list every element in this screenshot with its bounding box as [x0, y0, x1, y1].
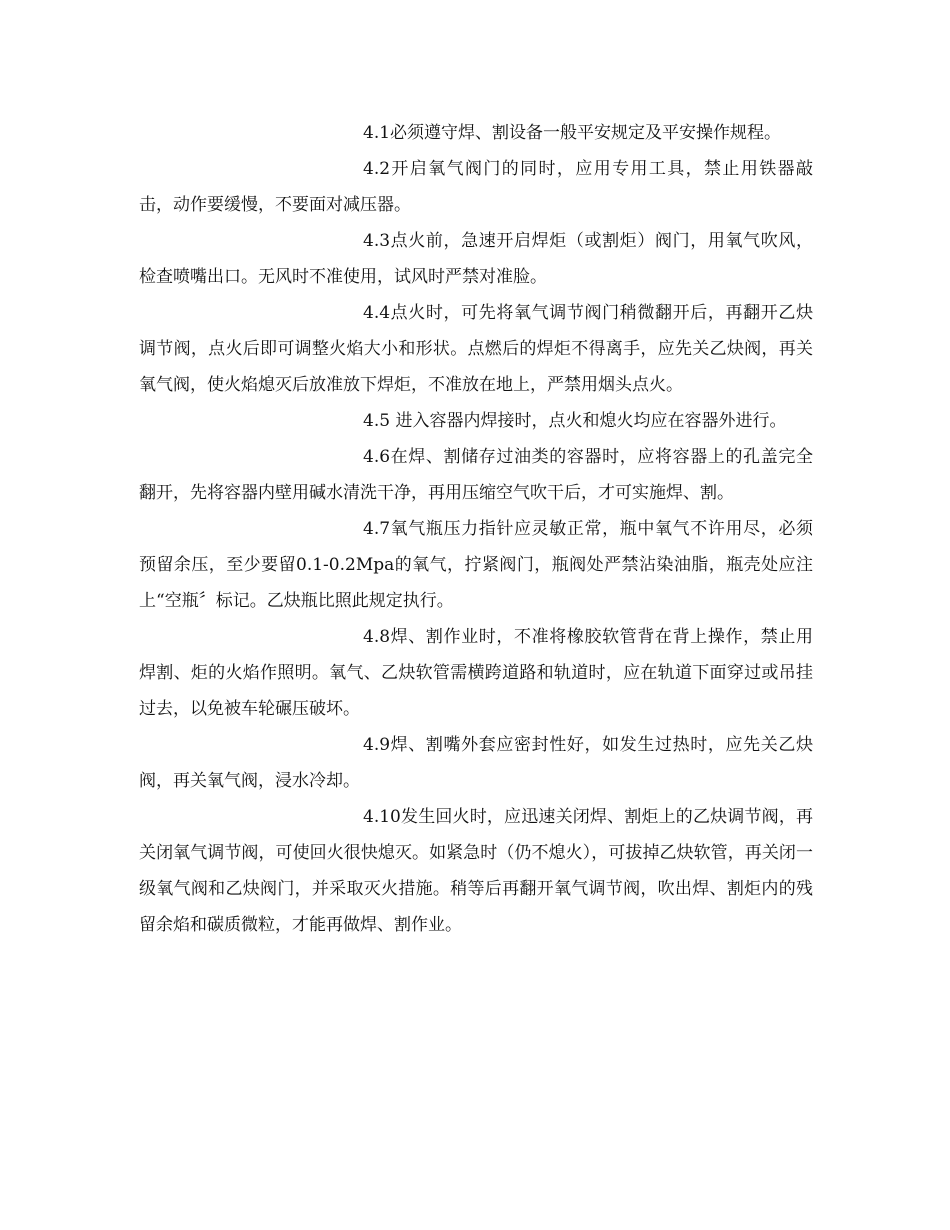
- document-body: [139, 115, 813, 943]
- paragraph-4-6: 4.6在焊、割储存过油类的容器时，应将容器上的孔盖完全翻开，先将容器内壁用碱水清洗干净，再用压缩空气吹干后，才可实施焊、割。: [139, 447, 813, 503]
- paragraph-4-10: 4.10发生回火时，应迅速关闭焊、割炬上的乙炔调节阀，再关闭氧气调节阀，可使回火很快熄灭。如紧急时（仍不熄火），可拔掉乙炔软管，再关闭一级氧气阀和乙炔阀门，并采取灭火措施。稍等后再翻开氧气调节阀，吹出焊、割炬内的残留余焰和碳质微粒，才能再做焊、割作业。: [139, 807, 813, 935]
- paragraph-4-9: 4.9焊、割嘴外套应密封性好，如发生过热时，应先关乙炔阀，再关氧气阀，浸水冷却。: [139, 735, 813, 791]
- paragraph-4-4: 4.4点火时，可先将氧气调节阀门稍微翻开后，再翻开乙炔调节阀，点火后即可调整火焰大小和形状。点燃后的焊炬不得离手，应先关乙炔阀，再关氧气阀，使火焰熄灭后放准放下焊炬，不准放在地上，严禁用烟头点火。: [139, 303, 813, 395]
- paragraph-4-5: 4.5 进入容器内焊接时，点火和熄火均应在容器外进行。: [363, 411, 787, 431]
- paragraph-4-7: 4.7氧气瓶压力指针应灵敏正常，瓶中氧气不许用尽，必须预留余压，至少要留0.1-0.2Mpa的氧气，拧紧阀门，瓶阀处严禁沾染油脂，瓶壳处应注上“空瓶〞标记。乙炔瓶比照此规定执行。: [139, 519, 813, 611]
- paragraph-4-2: 4.2开启氧气阀门的同时，应用专用工具，禁止用铁器敲击，动作要缓慢，不要面对减压器。: [139, 159, 813, 215]
- paragraph-4-1: 4.1必须遵守焊、割设备一般平安规定及平安操作规程。: [363, 123, 782, 143]
- paragraph-4-8: 4.8焊、割作业时，不准将橡胶软管背在背上操作，禁止用焊割、炬的火焰作照明。氧气、乙炔软管需横跨道路和轨道时，应在轨道下面穿过或吊挂过去，以免被车轮碾压破坏。: [139, 627, 813, 719]
- paragraph-4-3: 4.3点火前，急速开启焊炬（或割炬）阀门，用氧气吹风，检查喷嘴出口。无风时不准使用，试风时严禁对准脸。: [139, 231, 813, 287]
